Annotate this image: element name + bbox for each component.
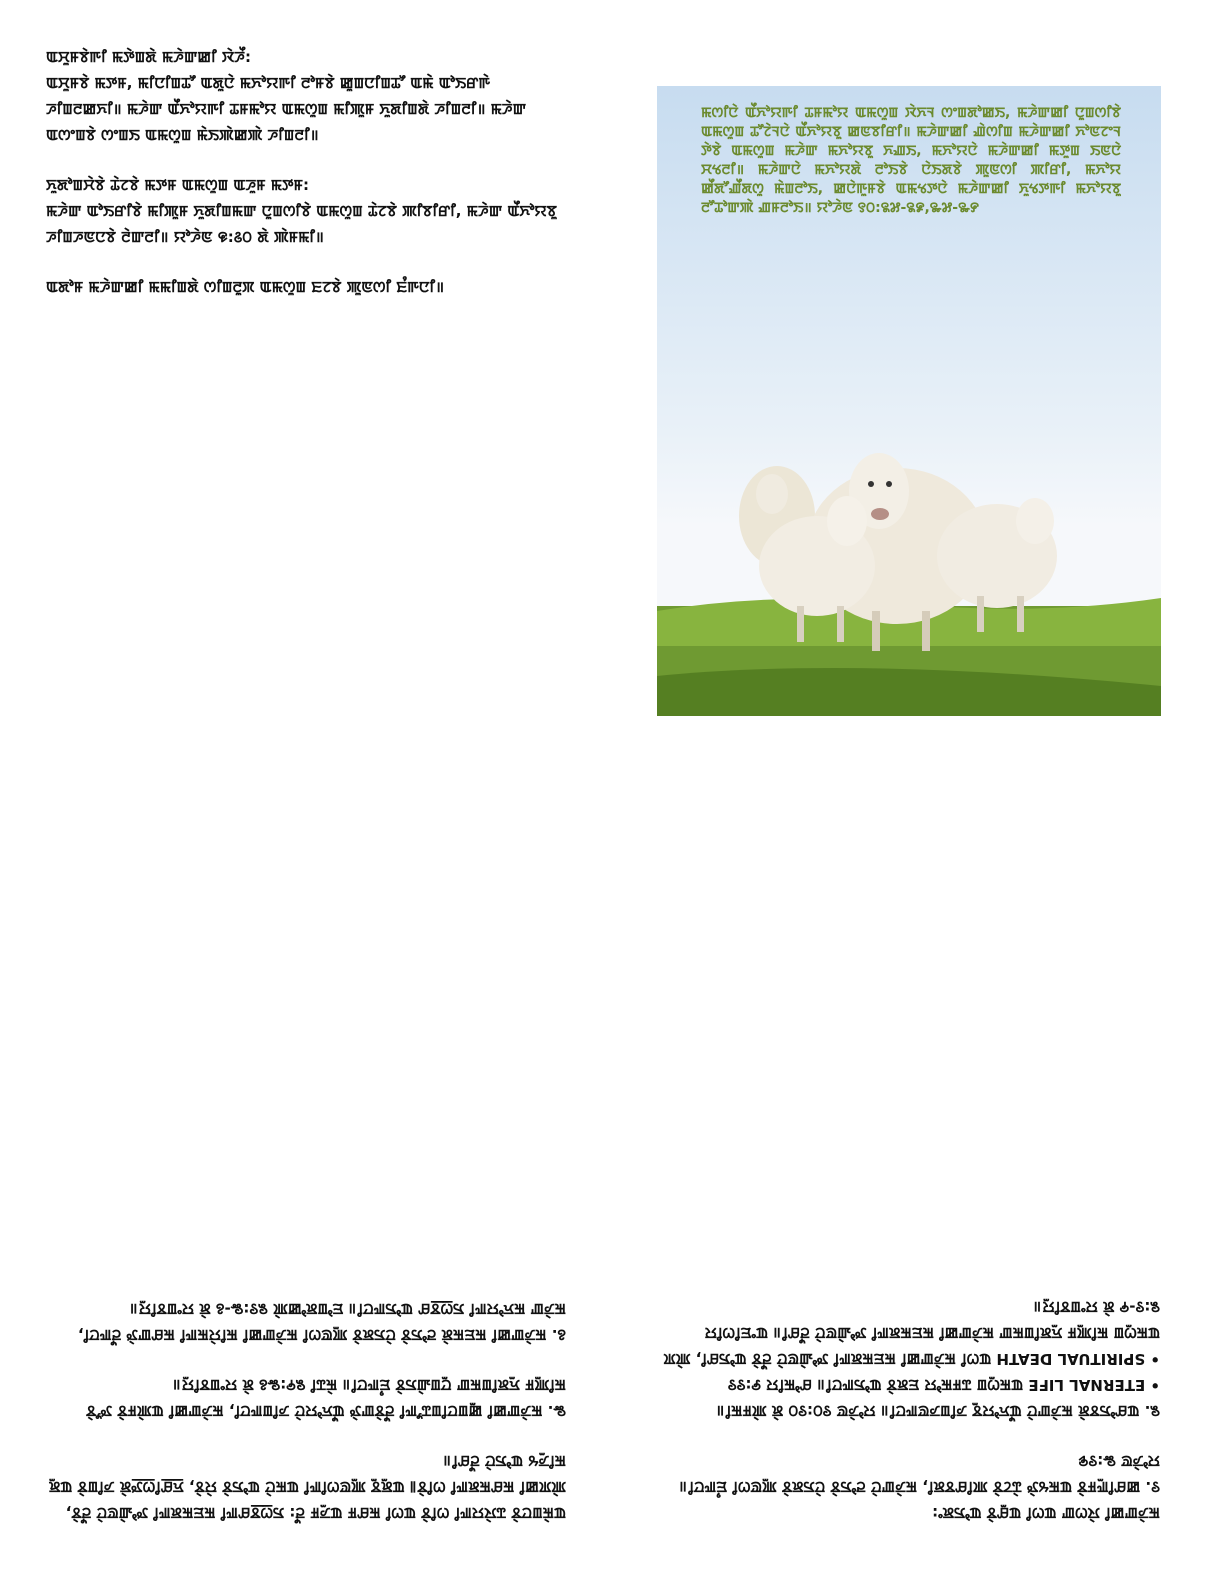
sheep-photo-panel (657, 86, 1161, 716)
top-left-paragraph-2: ꯈꯨꯗꯣꯡꯆꯥꯕꯥ ꯊꯥꯖꯕꯥ ꯃꯇꯝ ꯑꯃꯁꯨꯡ ꯑꯍꯨꯝ ꯃꯇꯝ: ꯃꯍꯥꯛ ꯑꯣꯏꯔꯤꯕꯥ ꯃꯤꯄꯨꯝ ꯈꯨꯗꯤꯡꯃꯛ ꯅꯨꯡꯁꯤꯕꯥ ꯑꯃꯁꯨꯡ ꯊꯥꯖꯕꯥ ꯄꯤꯕꯤꯔꯤ, ꯃꯍꯥꯛ ꯑꯩꯈꯣꯌꯕꯨ ꯍꯤꯡꯍꯟꯅꯕꯥ ꯂꯥꯛꯂꯤ॥ ꯌꯣꯍꯥꯟ ꯶:꯴꯰ ꯗꯥ ꯄꯥꯝꯃꯤ॥ (46, 176, 557, 246)
sheep-photo (657, 86, 1161, 716)
bottom-left-paragraph-3: ꯴. ꯃꯍꯥꯛꯀꯤ ꯃꯐꯃꯗꯥ ꯂꯣꯏꯕꯥ ꯅꯥꯏꯗꯕꯥ ꯄꯨꯟꯁꯤ ꯃꯍꯥꯛꯀꯤ ꯃꯤꯌꯥꯃꯒꯤ ꯃꯔꯛꯇꯥ ꯂꯩꯒꯅꯤ, ꯃꯍꯥꯛ ꯃꯈꯣꯌꯒꯤ ꯏꯁ꯭ꯕꯔ ꯑꯣꯏꯒꯅꯤ॥ ꯐꯣꯡꯗꯣꯀꯄꯥ ꯲꯱:꯳-꯴ ꯗꯥ ꯌꯦꯡꯕꯤꯌꯨ॥ (72, 1300, 566, 1344)
top-left-paragraph-1: ꯑꯆꯨꯝꯕꯥꯒꯤ ꯃꯇꯥꯡꯗꯥ ꯃꯍꯥꯛꯀꯤ ꯋꯥꯍꯩ: ꯑꯆꯨꯝꯕꯥ ꯃꯇꯝ, ꯃꯤꯅꯤꯡꯊꯧ ꯑꯗꯨꯅꯥ ꯃꯈꯣꯌꯒꯤ ꯂꯣꯝꯕꯥ ꯀꯨꯡꯅꯤꯡꯊꯧ ꯑꯃꯥ ꯑꯣꯏꯔꯒꯥ ꯍꯤꯡꯂꯀꯈꯤ॥ ꯃꯍꯥꯛ ꯑꯩꯈꯣꯌꯒꯤ ꯊꯝꯃꯣꯌ ꯑꯃꯁꯨꯡ ꯃꯤꯄꯨꯝ ꯈꯨꯗꯤꯡꯗꯥ ꯍꯤꯡꯂꯤ॥ ꯃꯍꯥꯛ ꯑꯁꯦꯡꯕꯥ ꯁꯦꯡꯏ ꯑꯃꯁꯨꯡ ꯃꯥꯏꯄꯥꯀꯄꯥ ꯍꯤꯡꯂꯤ॥ (46, 48, 527, 144)
top-left-text-block (46, 44, 566, 324)
bottom-right-paragraph-1: ꯃꯍꯥꯛꯀꯤ ꯋꯥꯁꯛ ꯑꯁꯤ ꯑꯔꯨꯕꯥ ꯑꯣꯏꯗꯦ: ꯱. ꯀꯔꯤꯒꯨꯝꯕꯥ ꯑꯃꯠꯇꯥ ꯊꯥꯖꯕꯥ ꯄꯤꯔꯕꯗꯤ, ꯃꯍꯥꯛꯅꯥ ꯂꯣꯏꯕꯥ ꯅꯥꯏꯗꯕꯥ ꯄꯨꯟꯁꯤ ꯐꯪꯒꯅꯤ॥ ꯌꯣꯍꯥꯟ ꯳:꯱꯶ (679, 1452, 1160, 1522)
bottom-left-text-block-upside-down (43, 826, 566, 1526)
bottom-right-paragraph-2: ꯲. ꯑꯔꯣꯏꯕꯗꯥ ꯃꯍꯥꯛꯅꯥ ꯑꯩꯈꯣꯌꯕꯨ ꯍꯤꯡꯍꯟꯒꯅꯤ॥ ꯌꯣꯍꯥꯟ ꯱꯰:꯱꯰ ꯗꯥ ꯄꯥꯝꯃꯤ॥ • ETERNAL LIFE ꯑꯃꯁꯨꯡ ꯊꯝꯃꯣꯌ ꯐꯗꯕꯥ ꯑꯣꯏꯒꯅꯤ॥ ꯔꯣꯃꯤꯌ ꯸:꯱꯱ • SPIRITUAL DEATH ꯑꯁꯤ ꯃꯍꯥꯛꯀꯤ ꯃꯐꯃꯗꯒꯤ ꯇꯣꯉꯥꯟꯅꯥ ꯂꯩꯕꯥ ꯑꯣꯏꯔꯤ, ꯄꯥꯞ ꯑꯃꯁꯨꯡ ꯃꯤꯄꯨꯝ ꯈꯨꯗꯤꯡꯃꯛ ꯃꯍꯥꯛꯀꯤ ꯃꯐꯃꯗꯒꯤ ꯇꯣꯉꯥꯟꯅꯥ ꯂꯩꯔꯤ॥ ꯑꯦꯐꯤꯁꯤꯌ ꯲:꯱-꯵ ꯗꯥ ꯌꯦꯡꯕꯤꯌꯨ॥ (663, 1298, 1160, 1420)
bottom-left-paragraph-2: ꯳. ꯃꯍꯥꯛꯀꯤ ꯀꯨꯡꯅꯤꯡꯊꯧꯒꯤ ꯂꯩꯕꯥꯛꯇꯥ ꯑꯩꯈꯣꯌꯅꯥ ꯍꯤꯡꯒꯅꯤ, ꯃꯍꯥꯛꯀꯤ ꯑꯄꯥꯝꯕꯥ ꯇꯧꯕꯥ ꯃꯤꯄꯨꯝ ꯈꯨꯗꯤꯡꯃꯛ ꯅꯨꯡꯉꯥꯏꯕꯥ ꯐꯪꯒꯅꯤ॥ ꯃꯥꯊꯤ ꯲꯵:꯳꯴ ꯗꯥ ꯌꯦꯡꯕꯤꯌꯨ॥ (80, 1376, 566, 1420)
bottom-left-paragraph-1: ꯑꯃꯥꯡꯅꯕꯥ ꯊꯋꯥꯌꯒꯤ ꯁꯤꯕꯥ ꯑꯁꯤ ꯃꯔꯝ ꯑꯍꯨꯝ ꯂꯩ: ꯏꯁ꯭ꯕꯔꯒꯤ ꯃꯐꯃꯗꯒꯤ ꯇꯣꯉꯥꯟꯅꯥ ꯂꯩꯕꯥ, ꯄꯥꯞꯀꯤ ꯃꯔꯃꯗꯒꯤ ꯁꯤꯕꯥ꯫ ꯑꯗꯨꯕꯨ ꯄꯨꯟꯁꯤꯒꯤ ꯑꯃꯅꯥ ꯑꯣꯏꯕꯥ ꯌꯥꯕꯥ, ꯈ꯭ꯔꯤꯁ꯭ꯇꯗꯥ ꯍꯤꯡꯕꯥ ꯑꯗꯨ ꯃꯤꯍꯨꯠ ꯑꯣꯏꯅꯥ ꯂꯩꯔꯤ॥ (43, 1452, 566, 1522)
top-left-paragraph-3: ꯑꯗꯣꯝ ꯃꯍꯥꯛꯀꯤ ꯃꯃꯤꯡꯗꯥ ꯁꯤꯡꯂꯨꯞ ꯑꯃꯁꯨꯡ ꯐꯖꯕꯥ ꯄꯨꯟꯁꯤ ꯐꯪꯒꯅꯤ॥ (46, 278, 445, 296)
photo-caption: ꯃꯁꯤꯅꯥ ꯑꯩꯈꯣꯌꯒꯤ ꯊꯝꯃꯣꯌ ꯑꯃꯁꯨꯡ ꯋꯥꯈꯜ ꯁꯦꯡꯗꯣꯀꯏ, ꯃꯍꯥꯛꯀꯤ ꯅꯨꯡꯁꯤꯕꯥ ꯑꯃꯁꯨꯡ ꯊꯧꯖꯥꯜꯅꯥ ꯑꯩꯈꯣꯌꯕꯨ ꯀꯟꯕꯤꯔꯤ॥ ꯃꯍꯥꯛꯀꯤ ꯉꯥꯁꯤꯡ ꯃꯍꯥꯛꯀꯤ ꯈꯣꯟꯖꯦꯜ ꯇꯥꯕꯥ ꯑꯃꯁꯨꯡ ꯃꯍꯥꯛ ꯃꯈꯣꯌꯕꯨ ꯈꯉꯏ, ꯃꯈꯣꯌꯅꯥ ꯃꯍꯥꯛꯀꯤ ꯃꯇꯨꯡ ꯏꯟꯅꯥ ꯆꯠꯂꯤ॥ ꯃꯍꯥꯛꯅꯥ ꯃꯈꯣꯌꯗꯥ ꯂꯣꯏꯕꯥ ꯅꯥꯏꯗꯕꯥ ꯄꯨꯟꯁꯤ ꯄꯤꯔꯤ, ꯃꯈꯣꯌ ꯀꯩꯗꯧꯉꯩꯗꯁꯨ ꯃꯥꯡꯂꯣꯏ, ꯀꯅꯥꯒꯨꯝꯕꯥ ꯑꯃꯠꯇꯅꯥ ꯃꯍꯥꯛꯀꯤ ꯈꯨꯠꯇꯒꯤ ꯃꯈꯣꯌꯕꯨ ꯂꯧꯊꯣꯛꯄꯥ ꯉꯝꯂꯣꯏ॥ ꯌꯣꯍꯥꯟ ꯱꯰:꯲꯷-꯲꯹,꯳꯷-꯳꯸ (701, 105, 1126, 216)
bottom-right-text-block-upside-down (660, 826, 1160, 1526)
